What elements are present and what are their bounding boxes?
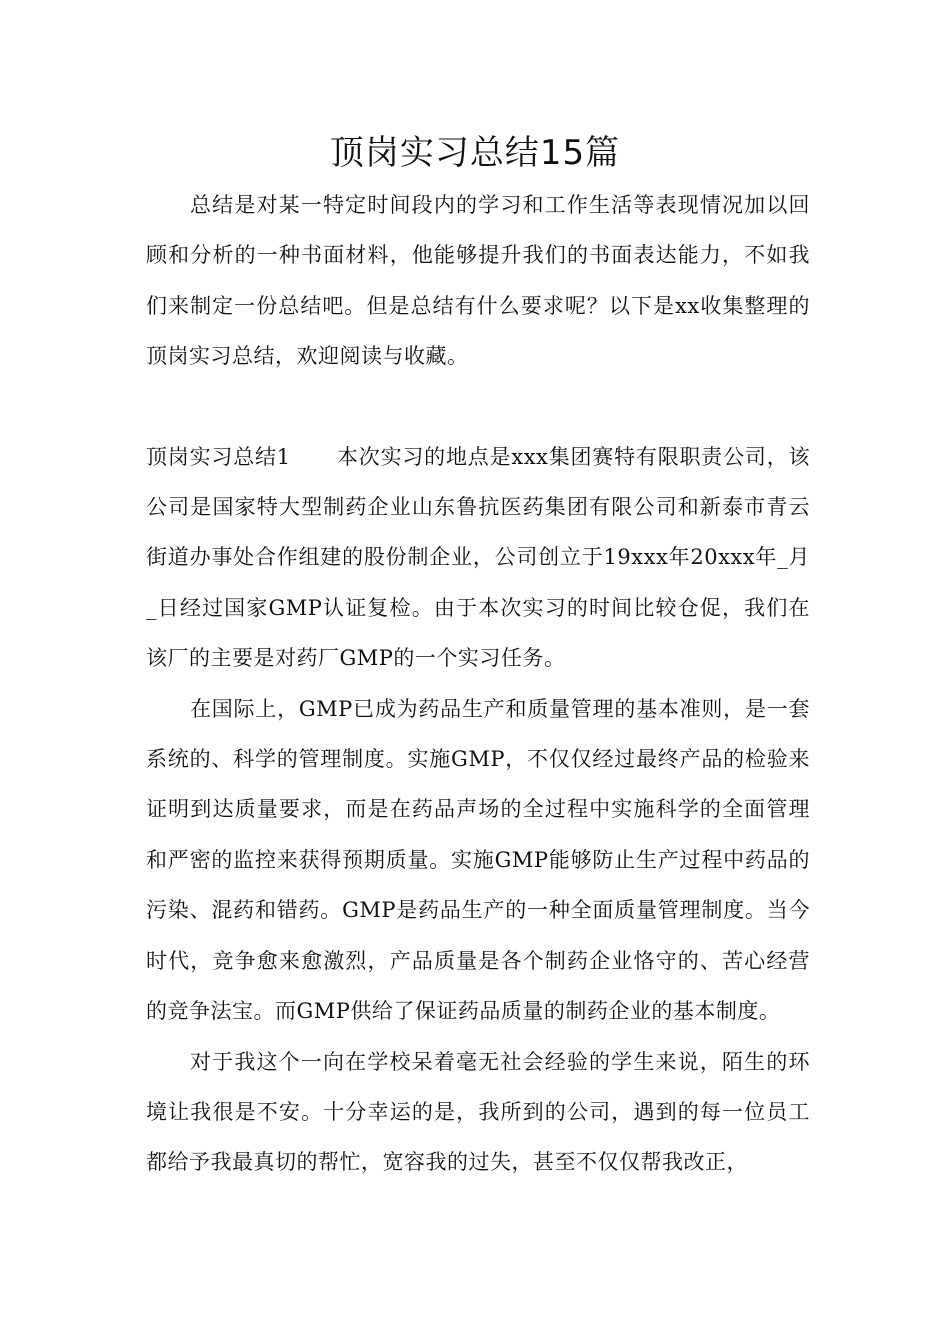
section-1-paragraph-gmp: 在国际上，GMP已成为药品生产和质量管理的基本准则，是一套系统的、科学的管理制度。实施GMP，不仅仅经过最终产品的检验来证明到达质量要求，而是在药品声场的全过程中实施科学的全面管理和严密的监控来获得预期质量。实施GMP能够防止生产过程中药品的污染、混药和错药。GMP是药品生产的一种全面质量管理制度。当今时代，竞争愈来愈激烈，产品质量是各个制药企业恪守的、苦心经营的竞争法宝。而GMP供给了保证药品质量的制药企业的基本制度。 (146, 696, 810, 1024)
document-body (146, 180, 810, 1188)
section-1-paragraph-experience: 对于我这个一向在学校呆着毫无社会经验的学生来说，陌生的环境让我很是不安。十分幸运的是，我所到的公司，遇到的每一位员工都给予我最真切的帮忙，宽容我的过失，甚至不仅仅帮我改正， (146, 1049, 810, 1175)
intro-paragraph: 总结是对某一特定时间段内的学习和工作生活等表现情况加以回顾和分析的一种书面材料，他能够提升我们的书面表达能力，不如我们来制定一份总结吧。但是总结有什么要求呢？以下是xx收集整理的顶岗实习总结，欢迎阅读与收藏。 (146, 193, 810, 369)
section-1-first-paragraph-text: 本次实习的地点是xxx集团赛特有限职责公司，该公司是国家特大型制药企业山东鲁抗医药集团有限公司和新泰市青云街道办事处合作组建的股份制企业，公司创立于19xxx年20xxx年_月_日经过国家GMP认证复检。由于本次实习的时间比较仓促，我们在该厂的主要是对药厂GMP的一个实习任务。 (146, 444, 810, 671)
section-1-first-paragraph (146, 432, 810, 684)
section-1-heading: 顶岗实习总结1 (146, 444, 291, 469)
document-title: 顶岗实习总结15篇 (329, 133, 621, 173)
paragraph-gap (146, 382, 810, 432)
